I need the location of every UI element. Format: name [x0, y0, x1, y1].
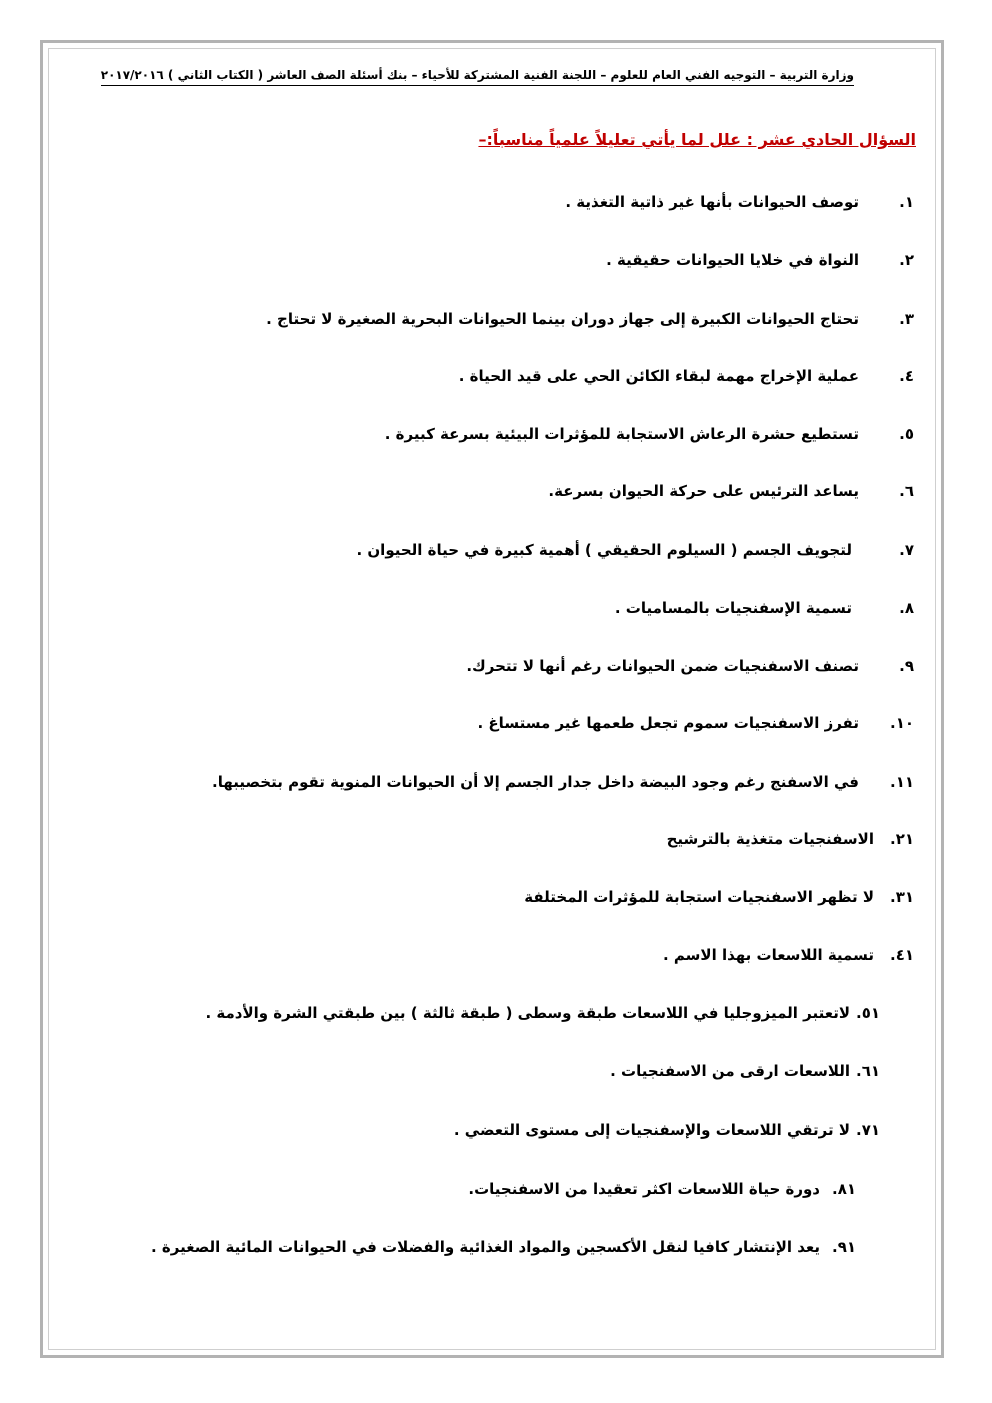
- question-item: [151, 1238, 856, 1256]
- question-number: ٤١.: [889, 946, 914, 964]
- question-number: ٧.: [899, 541, 914, 559]
- question-item: [459, 367, 914, 385]
- question-item: [663, 946, 914, 964]
- question-item: [385, 425, 914, 443]
- question-item: [524, 888, 914, 906]
- question-number: ٦١.: [855, 1062, 880, 1080]
- question-text: الاسفنجيات متغذية بالترشيح: [666, 830, 874, 848]
- question-item: [212, 773, 914, 791]
- question-text: لا ترتقي اللاسعات والإسفنجيات إلى مستوى التعضي .: [453, 1121, 850, 1139]
- question-item: [615, 599, 914, 617]
- question-number: ٢١.: [889, 830, 914, 848]
- question-item: [468, 1180, 856, 1198]
- question-number: ٩.: [899, 657, 914, 675]
- question-text: تصنف الاسفنجيات ضمن الحيوانات رغم أنها لا تتحرك.: [466, 657, 859, 675]
- question-item: [454, 1121, 880, 1139]
- question-number: ١٠.: [889, 714, 914, 732]
- question-item: [478, 714, 914, 732]
- question-item: [565, 193, 914, 211]
- question-text: تحتاج الحيوانات الكبيرة إلى جهاز دوران بينما الحيوانات البحرية الصغيرة لا تحتاج .: [266, 310, 859, 328]
- question-number: ٨.: [899, 599, 914, 617]
- question-text: يساعد الترئيس على حركة الحيوان بسرعة.: [548, 482, 859, 500]
- question-item: [356, 541, 914, 559]
- page-border: [40, 40, 944, 1358]
- page-header: وزارة التربية – التوجيه الفني العام للعلوم – اللجنة الفنية المشتركة للأحياء – بنك أسئلة الصف العاشر ( الكتاب الثاني ) ٢٠١٧/٢٠١٦: [101, 68, 854, 86]
- question-number: ٨١.: [831, 1180, 856, 1198]
- question-text: تفرز الاسفنجيات سموم تجعل طعمها غير مستساغ .: [477, 714, 859, 732]
- question-item: [548, 482, 914, 500]
- question-text: يعد الإنتشار كافيا لنقل الأكسجين والمواد الغذائية والفضلات في الحيوانات المائية الصغيرة .: [151, 1238, 820, 1256]
- question-text: عملية الإخراج مهمة لبقاء الكائن الحي على قيد الحياة .: [458, 367, 859, 385]
- question-number: ٧١.: [855, 1121, 880, 1139]
- question-item: [606, 251, 914, 269]
- page-border-inner: [48, 48, 936, 1350]
- question-text: في الاسفنج رغم وجود البيضة داخل جدار الجسم إلا أن الحيوانات المنوية تقوم بتخصيبها.: [212, 773, 859, 791]
- question-text: اللاسعات ارقى من الاسفنجيات .: [610, 1062, 850, 1080]
- question-item: [667, 830, 914, 848]
- question-text: النواة في خلايا الحيوانات حقيقية .: [606, 251, 859, 269]
- question-text: لاتعتبر الميزوجليا في اللاسعات طبقة وسطى ( طبقة ثالثة ) بين طبقتي الشرة والأدمة .: [205, 1004, 850, 1022]
- question-item: [610, 1062, 880, 1080]
- question-number: ٢.: [899, 251, 914, 269]
- question-text: تسمية اللاسعات بهذا الاسم .: [662, 946, 874, 964]
- question-number: ٥١.: [855, 1004, 880, 1022]
- question-text: لتجويف الجسم ( السيلوم الحقيقي ) أهمية كبيرة في حياة الحيوان .: [356, 541, 852, 559]
- question-number: ١١.: [889, 773, 914, 791]
- question-number: ٣.: [899, 310, 914, 328]
- question-number: ٥.: [899, 425, 914, 443]
- section-title: السؤال الحادي عشر : علل لما يأتي تعليلاً علمياً مناسباً:–: [478, 130, 916, 149]
- question-number: ٤.: [899, 367, 914, 385]
- question-text: دورة حياة اللاسعات اكثر تعقيدا من الاسفنجيات.: [468, 1180, 820, 1198]
- question-number: ٣١.: [889, 888, 914, 906]
- question-number: ١.: [899, 193, 914, 211]
- question-item: [266, 310, 914, 328]
- question-text: لا تظهر الاسفنجيات استجابة للمؤثرات المختلفة: [524, 888, 874, 906]
- question-item: [205, 1004, 880, 1022]
- question-text: توصف الحيوانات بأنها غير ذاتية التغذية .: [565, 193, 859, 211]
- question-item: [466, 657, 914, 675]
- question-text: تستطيع حشرة الرعاش الاستجابة للمؤثرات البيئية بسرعة كبيرة .: [384, 425, 859, 443]
- question-number: ٩١.: [831, 1238, 856, 1256]
- question-number: ٦.: [899, 482, 914, 500]
- question-text: تسمية الإسفنجيات بالمساميات .: [614, 599, 852, 617]
